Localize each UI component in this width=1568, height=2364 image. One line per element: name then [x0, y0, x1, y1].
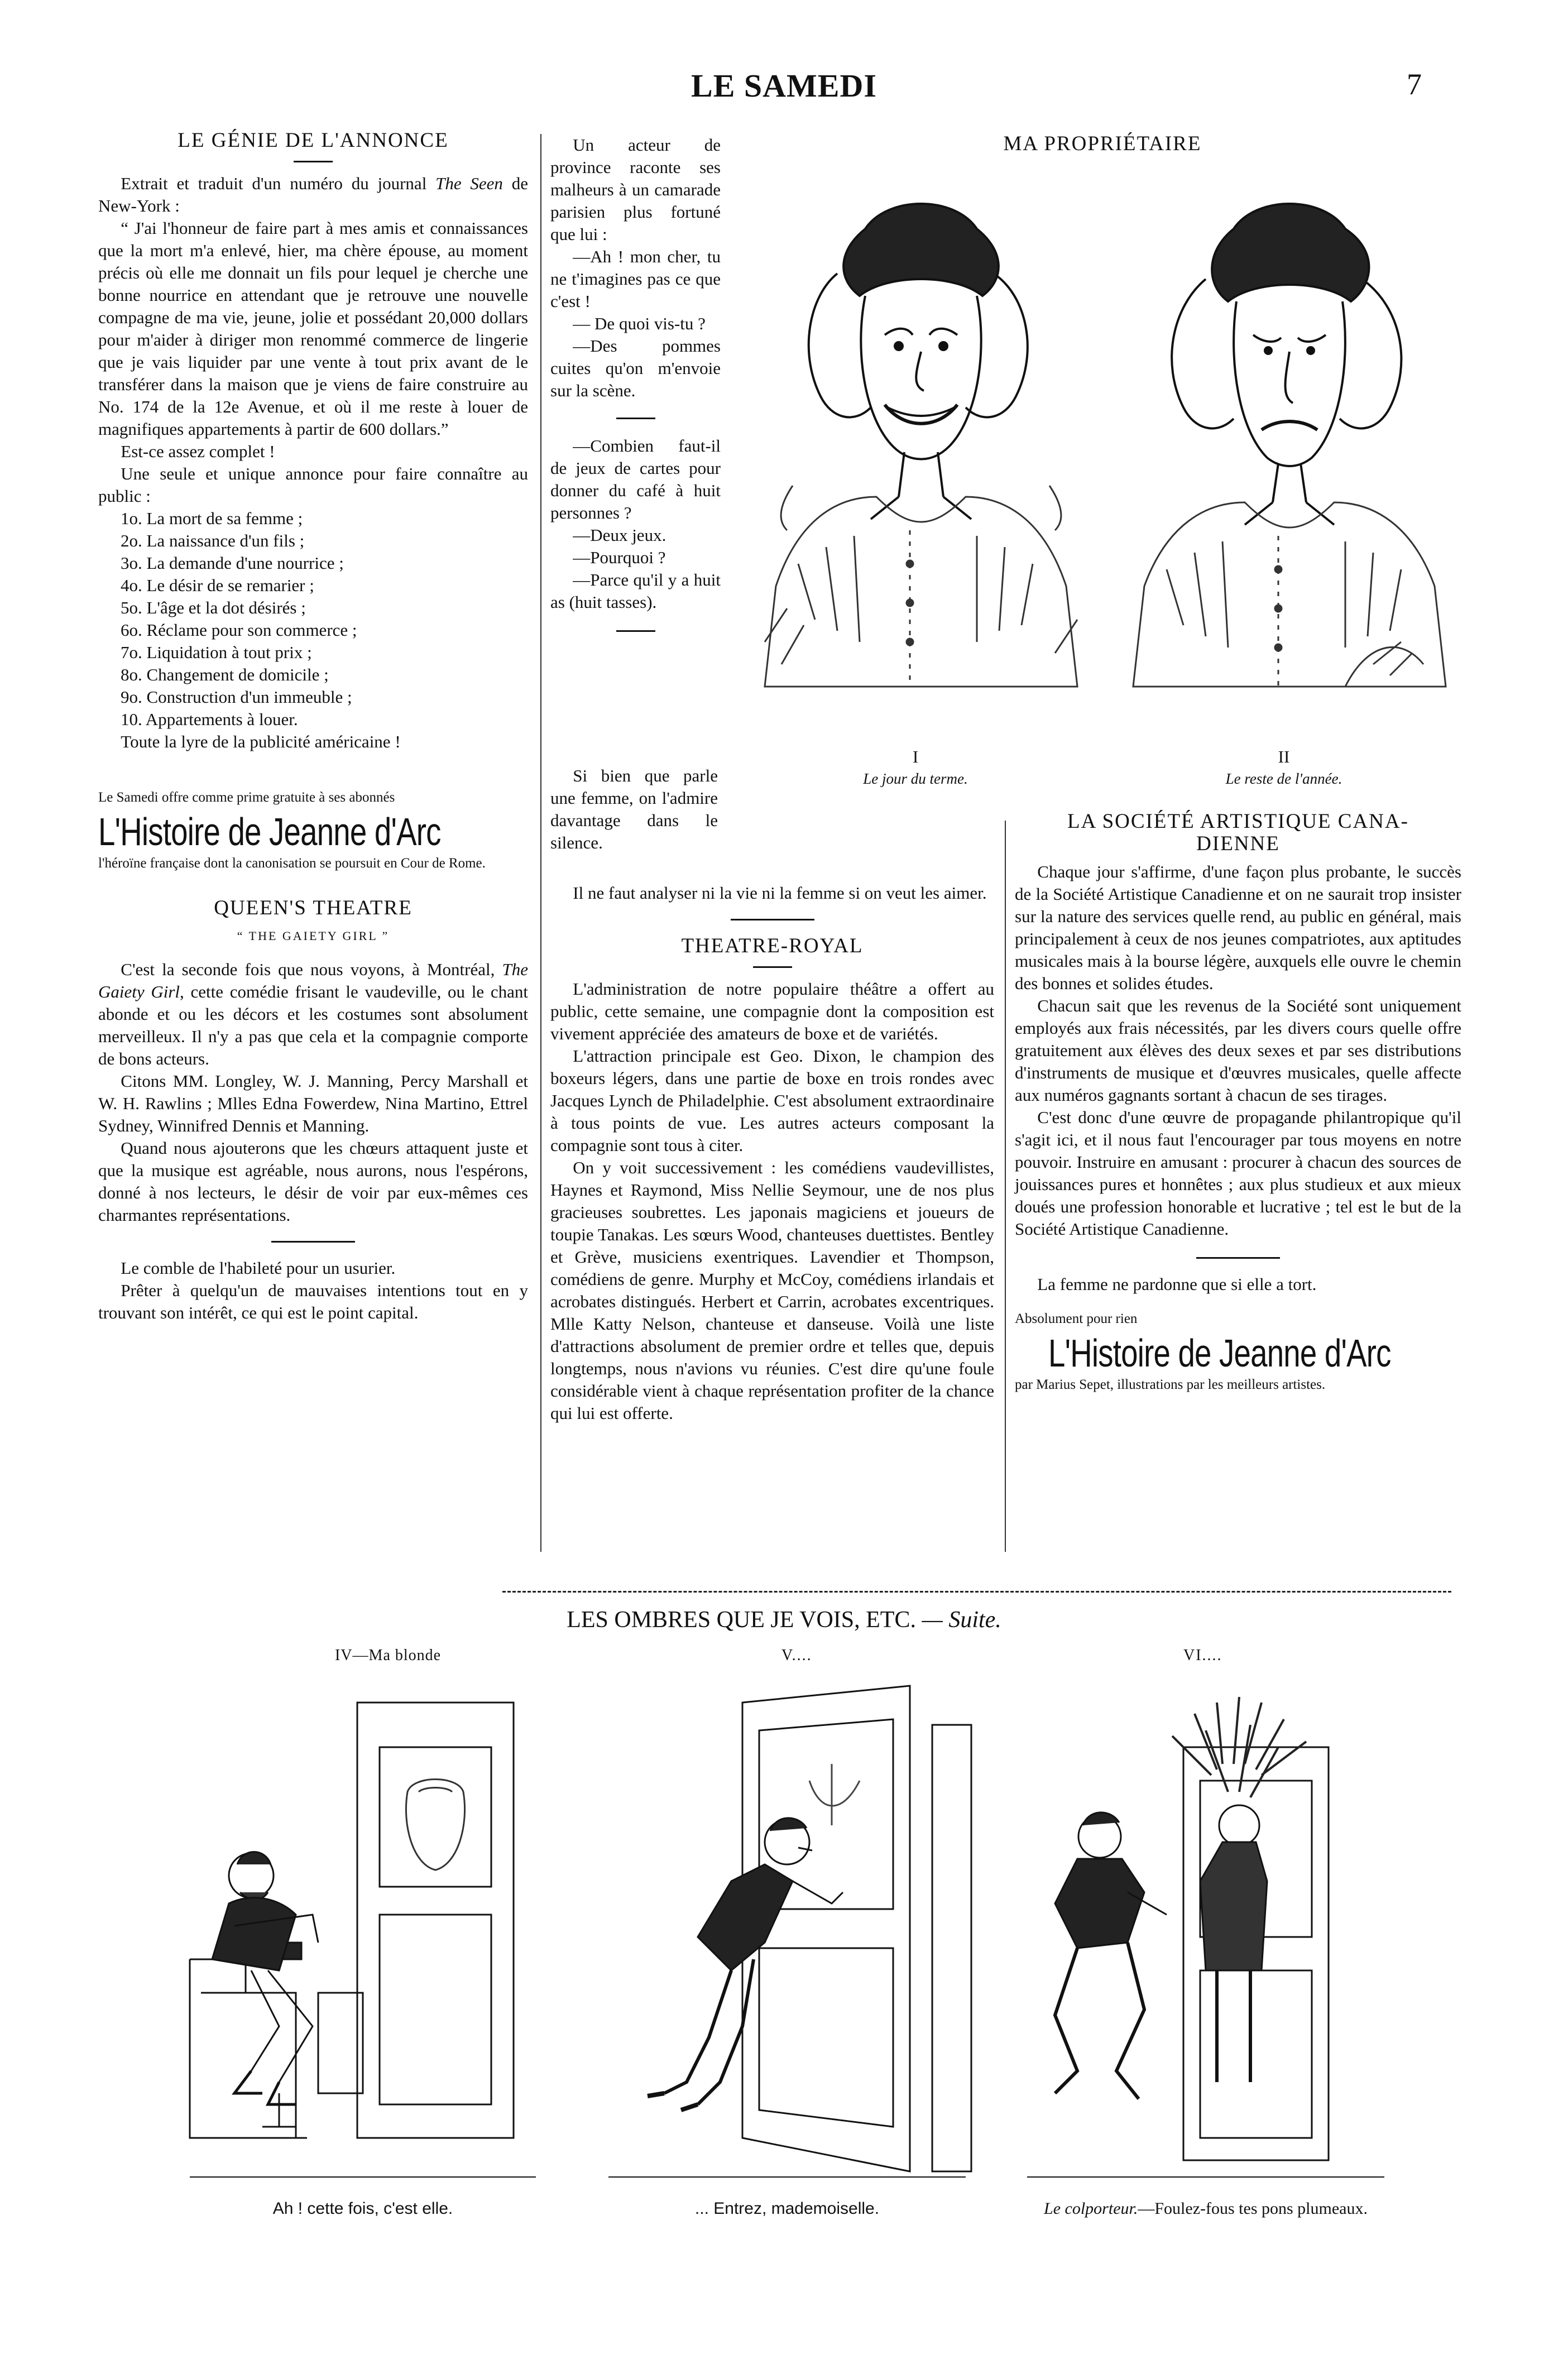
queens-heading: QUEEN'S THEATRE	[214, 896, 413, 919]
societe-heading-line1: LA SOCIÉTÉ ARTISTIQUE CANA-	[1067, 810, 1409, 833]
genie-exclamation: Est-ce assez complet !	[121, 442, 275, 461]
list-item: 3o. La demande d'une nourrice ;	[121, 553, 344, 573]
panel1-label: IV—Ma blonde	[335, 1647, 442, 1664]
divider	[616, 630, 655, 632]
theatre-p3: On y voit successivement : les comédiens vaudevillistes, Haynes et Raymond, Miss Nellie Seymour, une de nos plus gracieuses soubrettes. Les japonais magiciens et joueurs de toupie Tanakas. Les sœurs Wood, chanteuses duettistes. Bentley et Grève, musiciens exentriques. Lavendier et Thompson, comédiens de genre. Murphy et McCoy, comédiens irlandais et acrobates distingués. Herbert et Carrin, acrobates excentriques. Mlle Katty Nelson, chanteuse et danseuse. Voilà une liste d'attractions absolument de premier ordre et telles que, depuis longtemps, nous n'avions vu réunies. C'est dire qu'une foule considérable vient à chaque représentation profiter de la chance qui lui est offerte.	[550, 1158, 994, 1423]
column-rule	[540, 134, 541, 1552]
column-3	[1015, 811, 1461, 1394]
list-item: 6o. Réclame pour son commerce ;	[121, 620, 357, 640]
cartoon-strip-title: LES OMBRES QUE JE VOIS, ETC. — Suite.	[567, 1607, 1001, 1633]
panel2-label: V....	[781, 1647, 812, 1664]
acteur-p4: —Des pommes cuites qu'on m'envoie sur la scène.	[550, 336, 721, 400]
femme-p: La femme ne pardonne que si elle a tort.	[1037, 1274, 1317, 1294]
societe-p1: Chaque jour s'affirme, d'une façon plus probante, le succès de la Société Artistique Canadienne et on ne saurait trop insister sur la nature des services quelle rend, au public en général, mais principalement à ceux de nos jeunes compatriotes, aux aptitudes musicales mais à la bourse légère, auxquels elle ouvre le chemin des bonnes et solides études.	[1015, 862, 1461, 993]
analyser-p: Il ne faut analyser ni la vie ni la femme si on veut les aimer.	[573, 883, 987, 903]
ad2-title: L'Histoire de Jeanne d'Arc	[1048, 1331, 1391, 1375]
panel3-label: VI....	[1183, 1647, 1222, 1664]
divider	[271, 1241, 355, 1243]
masthead-title: LE SAMEDI	[691, 68, 877, 104]
queens-p1-start: C'est la seconde fois que nous voyons, à Montréal,	[121, 960, 502, 979]
panel1-caption: Ah ! cette fois, c'est elle.	[272, 2199, 453, 2218]
landlady-smiling-illustration	[742, 184, 1100, 742]
ad1-intro: Le Samedi offre comme prime gratuite à ses abonnés	[98, 790, 395, 805]
list-item: 1o. La mort de sa femme ;	[121, 509, 303, 528]
genie-intro-end: de New-York :	[98, 174, 528, 215]
queens-p1-title: The Gaiety Girl	[98, 960, 528, 1001]
societe-heading-line2: DIENNE	[1196, 832, 1280, 855]
theatre-heading: THEATRE-ROYAL	[681, 934, 864, 957]
panel-iv-illustration	[167, 1680, 558, 2199]
column-2-upper	[550, 134, 721, 649]
proprietaire-heading: MA PROPRIÉTAIRE	[1003, 132, 1202, 155]
column-rule	[1005, 821, 1006, 1552]
queens-p1-end: , cette comédie frisant le vaudeville, ou le chant abonde et ou les décors et les costumes sont absolument merveilleux. Il n'y a pas que cela et la compagnie comporte de bons acteurs.	[98, 982, 528, 1068]
societe-p3: C'est donc d'une œuvre de propagande philantropique qu'il s'agit ici, et il nous faut l'encourager par tous moyens en notre pouvoir. Instruire en amusant : procurer à chacun des sources de jouissances pures et honnêtes ; aux plus studieux et aux mieux doués une profession honorable et lucrative ; tel est le but de la Société Artistique Canadienne.	[1015, 1107, 1461, 1239]
genie-quote: “ J'ai l'honneur de faire part à mes amis et connaissances que la mort m'a enlevé, hier, ma chère épouse, au moment précis où elle me donnait un fils pour lequel je cherche une bonne nourrice en attendant que je retrouve une nouvelle compagne de ma vie, jeune, jolie et possédant 20,000 dollars pour m'aider à diriger mon renommé commerce de lingerie que je vais liquider par une vente à tout prix avant de le transférer dans la maison que je viens de faire construire au No. 174 de la 12e Avenue, et où il me reste à louer de magnifiques appartements à partir de 600 dollars.”	[98, 218, 528, 439]
genie-journal-name: The Seen	[435, 174, 503, 193]
cartes-p4: —Parce qu'il y a huit as (huit tasses).	[550, 570, 721, 612]
column-2-lower	[550, 765, 994, 1425]
divider	[731, 919, 814, 920]
genie-heading: LE GÉNIE DE L'ANNONCE	[178, 129, 449, 152]
fig1-number: I	[912, 747, 919, 766]
cartes-p2: —Deux jeux.	[573, 525, 666, 545]
queens-p3: Quand nous ajouterons que les chœurs attaquent juste et que la musique est agréable, nous aurons, nous l'espérons, donné à nos lecteurs, le désir de voir par eux-mêmes ces charmantes représentations.	[98, 1138, 528, 1225]
panel3-caption: Le colporteur.—Foulez-fous tes pons plumeaux.	[1044, 2199, 1368, 2218]
societe-p2: Chacun sait que les revenus de la Société sont uniquement employés aux frais nécessités, par les divers cours quelle offre gratuitement aux élèves des deux sexes et par ses distributions d'instruments de musique et d'œuvres musicales, quelle affecte aux numéros gagnants sortant à chacun de ses tirages.	[1015, 996, 1461, 1105]
silence-p: Si bien que parle une femme, on l'admire davantage dans le silence.	[550, 766, 718, 852]
page-number: 7	[1407, 68, 1422, 101]
acteur-p3: — De quoi vis-tu ?	[573, 314, 706, 333]
divider	[753, 966, 792, 968]
list-item: 8o. Changement de domicile ;	[121, 665, 329, 684]
queens-subheading: “ THE GAIETY GIRL ”	[237, 929, 390, 943]
list-item: 9o. Construction d'un immeuble ;	[121, 687, 352, 707]
fig2-number: II	[1278, 747, 1290, 766]
list-item: 10. Appartements à louer.	[121, 709, 298, 729]
ad2-intro: Absolument pour rien	[1015, 1311, 1138, 1326]
fig1-caption: Le jour du terme.	[863, 770, 968, 787]
divider	[1196, 1257, 1280, 1259]
theatre-p1: L'administration de notre populaire théâtre a offert au public, cette semaine, une compagnie dont la composition est vivement appréciée des amateurs de boxe et de variétés.	[550, 979, 994, 1043]
list-item: 5o. L'âge et la dot désirés ;	[121, 598, 306, 617]
usurier-p2: Prêter à quelqu'un de mauvaises intentions tout en y trouvant son intérêt, ce qui est le point capital.	[98, 1281, 528, 1322]
section-separator	[502, 1591, 1451, 1593]
landlady-frowning-illustration	[1111, 184, 1468, 742]
genie-list	[98, 507, 528, 731]
column-1	[98, 130, 528, 1324]
divider	[294, 161, 333, 162]
genie-closing: Toute la lyre de la publicité américaine !	[121, 732, 401, 751]
list-item: 7o. Liquidation à tout prix ;	[121, 642, 312, 662]
divider	[616, 418, 655, 419]
theatre-p2: L'attraction principale est Geo. Dixon, le champion des boxeurs légers, dans une partie de boxe en trois rondes avec Jacques Lynch de Philadelphie. C'est absolument extraordinaire à tous points de vue. Les autres acteurs composant la compagnie sont tous à citer.	[550, 1046, 994, 1155]
ad1-title: L'Histoire de Jeanne d'Arc	[98, 810, 441, 853]
ad1-subtitle: l'héroïne française dont la canonisation se poursuit en Cour de Rome.	[98, 856, 486, 871]
ad2-subtitle: par Marius Sepet, illustrations par les meilleurs artistes.	[1015, 1377, 1326, 1392]
acteur-p1: Un acteur de province raconte ses malheurs à un camarade parisien plus fortuné que lui :	[550, 135, 721, 244]
genie-intro: Extrait et traduit d'un numéro du journal	[121, 174, 436, 193]
list-item: 4o. Le désir de se remarier ;	[121, 576, 314, 595]
panel-vi-illustration	[1016, 1680, 1396, 2199]
acteur-p2: —Ah ! mon cher, tu ne t'imagines pas ce que c'est !	[550, 247, 721, 311]
panel2-caption: ... Entrez, mademoiselle.	[694, 2199, 880, 2218]
cartes-p1: —Combien faut-il de jeux de cartes pour donner du café à huit personnes ?	[550, 436, 721, 522]
usurier-p1: Le comble de l'habileté pour un usurier.	[121, 1258, 396, 1278]
queens-p2: Citons MM. Longley, W. J. Manning, Percy Marshall et W. H. Rawlins ; Mlles Edna Fowerdew, Nina Martino, Ettrel Sydney, Winnifred Dennis et Manning.	[98, 1071, 528, 1135]
cartes-p3: —Pourquoi ?	[573, 548, 666, 567]
panel-v-illustration	[597, 1680, 977, 2199]
genie-list-intro: Une seule et unique annonce pour faire connaître au public :	[98, 464, 528, 506]
fig2-caption: Le reste de l'année.	[1225, 770, 1342, 787]
list-item: 2o. La naissance d'un fils ;	[121, 531, 305, 550]
